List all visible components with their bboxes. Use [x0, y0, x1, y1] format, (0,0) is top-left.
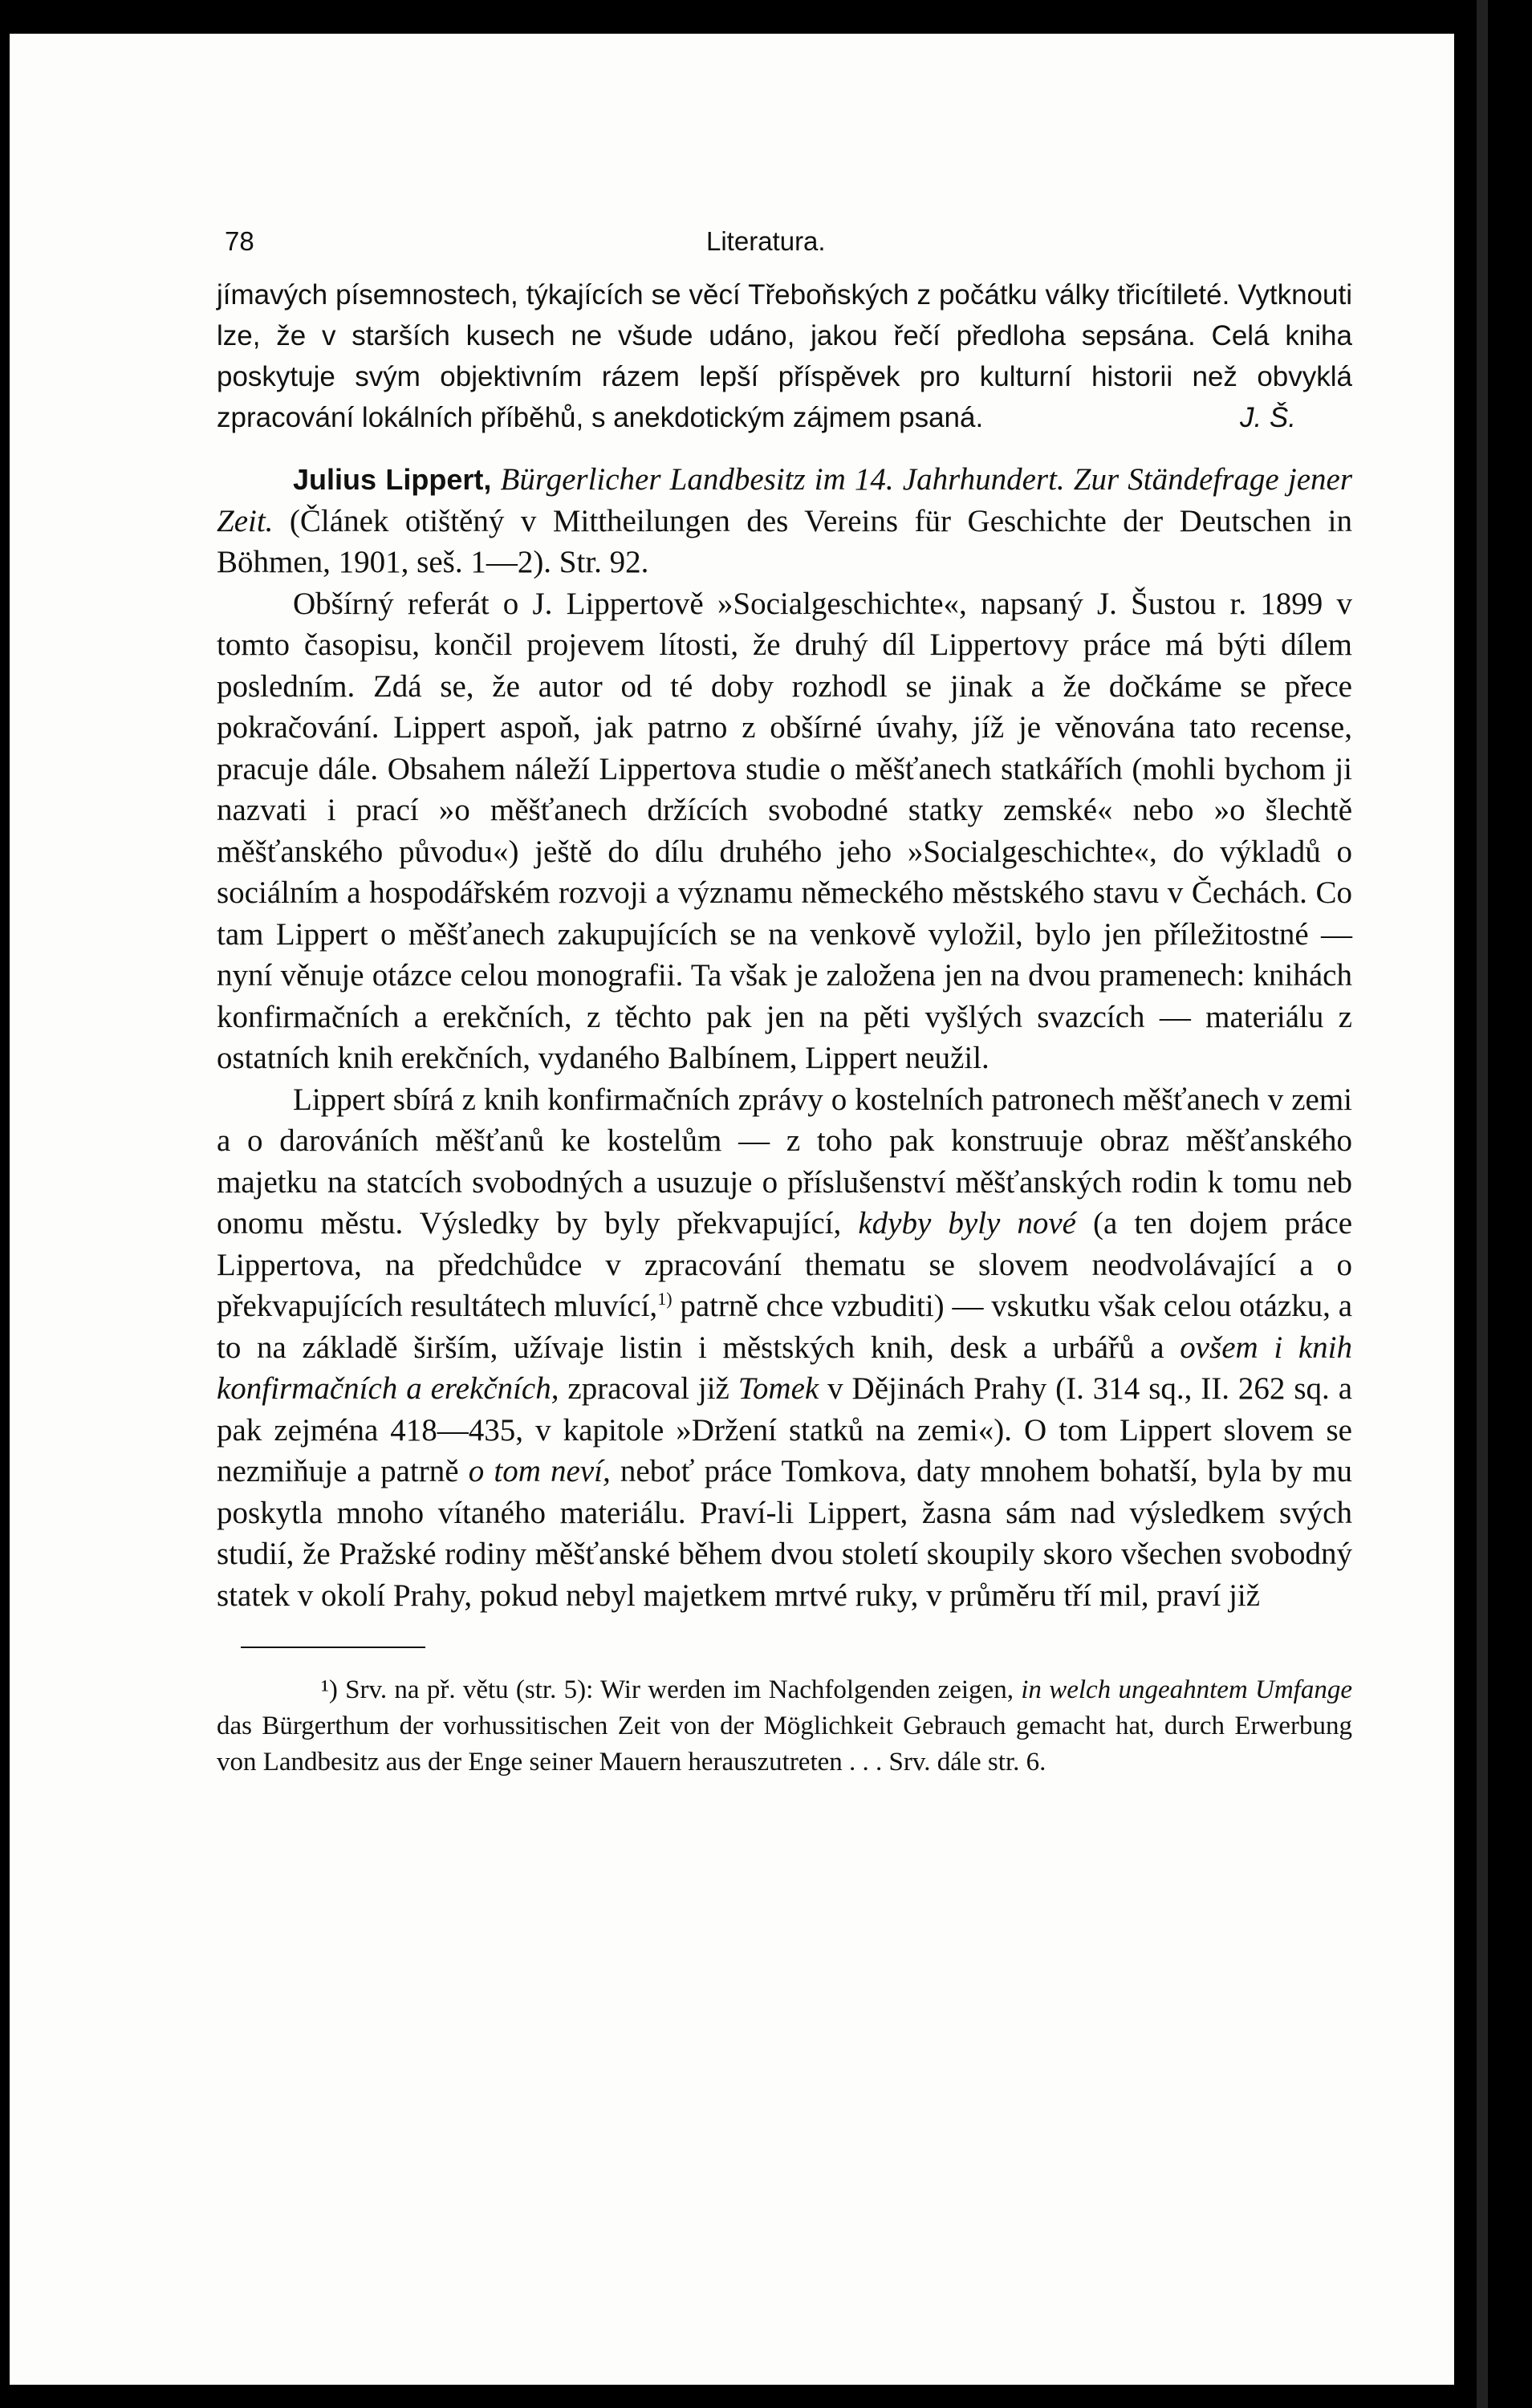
review-lippert	[217, 459, 1352, 1616]
page-content	[217, 226, 1352, 1781]
review-heading	[217, 459, 1352, 583]
footnote-marker: ¹)	[321, 1675, 338, 1704]
page-number: 78	[225, 226, 254, 256]
footnote: ¹) Srv. na př. větu (str. 5): Wir werden im Nachfolgenden zeigen, in welch ungeahntem Umfange das Bürgerthum der vorhussitischen Zeit von der Möglichkeit Gebrauch gemacht hat, durch Erwerbung von Landbesitz aus der Enge seiner Mauern herauszutreten . . . Srv. dále str. 6.	[217, 1675, 1352, 1777]
running-title: Literatura.	[706, 226, 826, 256]
review-source: (Článek otištěný v Mittheilungen des Vereins für Geschichte der Deutschen in Böhmen, 1901, seš. 1—2). Str. 92.	[217, 503, 1353, 579]
signature: J. Š.	[1239, 402, 1296, 433]
previous-review-text: jímavých písemnostech, týkajících se věcí Třeboňských z počátku války třicítileté. Vytknouti lze, že v starších kusech ne všude udáno, jakou řečí předloha sepsána. Celá kniha poskytuje svým objektivním rázem lepší příspěvek pro kulturní historii než obvyklá zpracování lokálních příběhů, s anekdotickým zájmem psaná. J. Š.	[217, 274, 1352, 438]
running-header	[217, 226, 1352, 274]
review-paragraph-1: Obšírný referát o J. Lippertově »Socialgeschichte«, napsaný J. Šustou r. 1899 v tomto časopisu, končil projevem lítosti, že druhý díl Lippertovy práce má býti dílem posledním. Zdá se, že autor od té doby rozhodl se jinak a že dočkáme se přece pokračování. Lippert aspoň, jak patrno z obšírné úvahy, jíž je věnována tato recense, pracuje dále. Obsahem náleží Lippertova studie o měšťanech statkářích (mohli bychom ji nazvati i prací »o měšťanech držících svobodné statky zemské« nebo »o šlechtě měšťanského původu«) ještě do dílu druhého jeho »Socialgeschichte«, do výkladů o sociálním a hospodářském rozvoji a významu německého městského stavu v Čechách. Co tam Lippert o měšťanech zakupujících se na venkově vyložil, bylo jen příležitostné — nyní věnuje otázce celou monografii. Ta však je založena jen na dvou pramenech: knihách konfirmačních a erekčních, z těchto pak jen na pěti vyšlých svazcích — materiálu z ostatních knih erekčních, vydaného Balbínem, Lippert neužil.	[217, 586, 1352, 1075]
review-author: Julius Lippert,	[293, 463, 492, 496]
footnote-rule	[241, 1647, 425, 1648]
review-book-title: Bürgerlicher Landbesitz im 14. Jahrhundert. Zur Ständefrage jener Zeit.	[217, 462, 1353, 538]
review-paragraph-2: Lippert sbírá z knih konfirmačních zprávy o kostelních patronech měšťanech v zemi a o darováních měšťanů ke kostelům — z toho pak konstruuje obraz měšťanského majetku na statcích svobodných a usuzuje o příslušenství měšťanských rodin k tomu neb onomu městu. Výsledky by byly překvapující, kdyby byly nové (a ten dojem práce Lippertova, na předchůdce v zpracování thematu se slovem neodvolávající a o překvapujících resultátech mluvící,$^{1)}$ patrně chce vzbuditi) — vskutku však celou otázku, a to na základě širším, užívaje listin i městských knih, desk a urbářů a ovšem i knih konfirmačních a erekčních, zpracoval již Tomek v Dějinách Prahy (I. 314 sq., II. 262 sq. a pak zejména 418—435, v kapitole »Držení statků na zemi«). O tom Lippert slovem se nezmiňuje a patrně o tom neví, neboť práce Tomkova, daty mnohem bohatší, byla by mu poskytla mnoho vítaného materiálu. Praví-li Lippert, žasna sám nad výsledkem svých studií, že Pražské rodiny měšťanské během dvou století skoupily skoro všechen svobodný statek v okolí Prahy, pokud nebyl majetkem mrtvé ruky, v průměru tří mil, praví již	[217, 1082, 1353, 1613]
previous-review	[217, 274, 1352, 438]
footnote-ref: 1)	[657, 1289, 673, 1309]
scan-edge	[1477, 0, 1488, 2408]
book-page	[10, 34, 1454, 2385]
